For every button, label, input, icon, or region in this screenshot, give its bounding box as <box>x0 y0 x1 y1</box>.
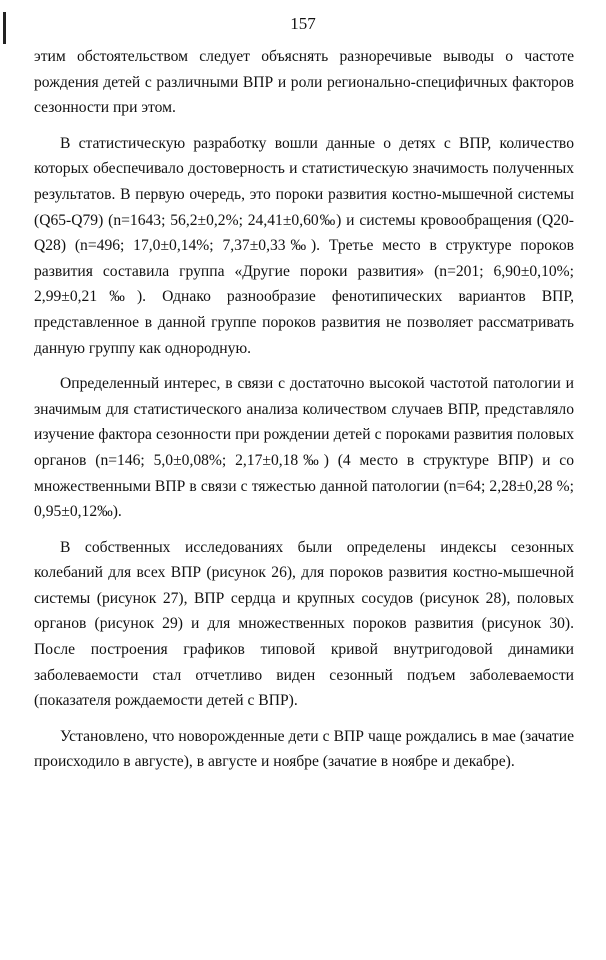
paragraph-own-research: В собственных исследованиях были определены индексы сезонных колебаний для всех ВПР (рисунок 26), для пороков развития костно-мышечной системы (рисунок 27), ВПР сердца и крупных сосудов (рисунок 28), половых органов (рисунок 29) и для множественных пороков развития (рисунок 30). После построения графиков типовой кривой внутригодовой динамики заболеваемости стал отчетливо виден сезонный подъем заболеваемости (показателя рождаемости детей с ВПР). <box>34 538 574 710</box>
paragraph-continuation: этим обстоятельством следует объяснять разноречивые выводы о частоте рождения детей с различными ВПР и роли регионально-специфичных факторов сезонности при этом. <box>34 48 574 117</box>
page-number: 157 <box>290 14 316 33</box>
paragraph-seasonality-interest: Определенный интерес, в связи с достаточно высокой частотой патологии и значимым для статистического анализа количеством случаев ВПР, представляло изучение фактора сезонности при рождении детей с пороками развития половых органов (n=146; 5,0±0,08%; 2,17±0,18‰) (4 место в структуре ВПР) и со множественными ВПР в связи с тяжестью данной патологии (n=64; 2,28±0,28 %; 0,95±0,12‰). <box>34 375 574 521</box>
text-body <box>34 44 574 775</box>
paragraph-statistical-data: В статистическую разработку вошли данные о детях с ВПР, количество которых обеспечивало достоверность и статистическую значимость полученных результатов. В первую очередь, это пороки развития костно-мышечной системы (Q65-Q79) (n=1643; 56,2±0,2%; 24,41±0,60‰) и системы кровообращения (Q20-Q28) (n=496; 17,0±0,14%; 7,37±0,33‰). Третье место в структуре пороков развития составила группа «Другие пороки развития» (n=201; 6,90±0,10%; 2,99±0,21‰). Однако разнообразие фенотипических вариантов ВПР, представленное в данной группе пороков развития не позволяет рассматривать данную группу как однородную. <box>34 134 574 357</box>
paragraph-conclusion: Установлено, что новорожденные дети с ВПР чаще рождались в мае (зачатие происходило в августе), в августе и ноябре (зачатие в ноябре и декабре). <box>34 727 574 771</box>
